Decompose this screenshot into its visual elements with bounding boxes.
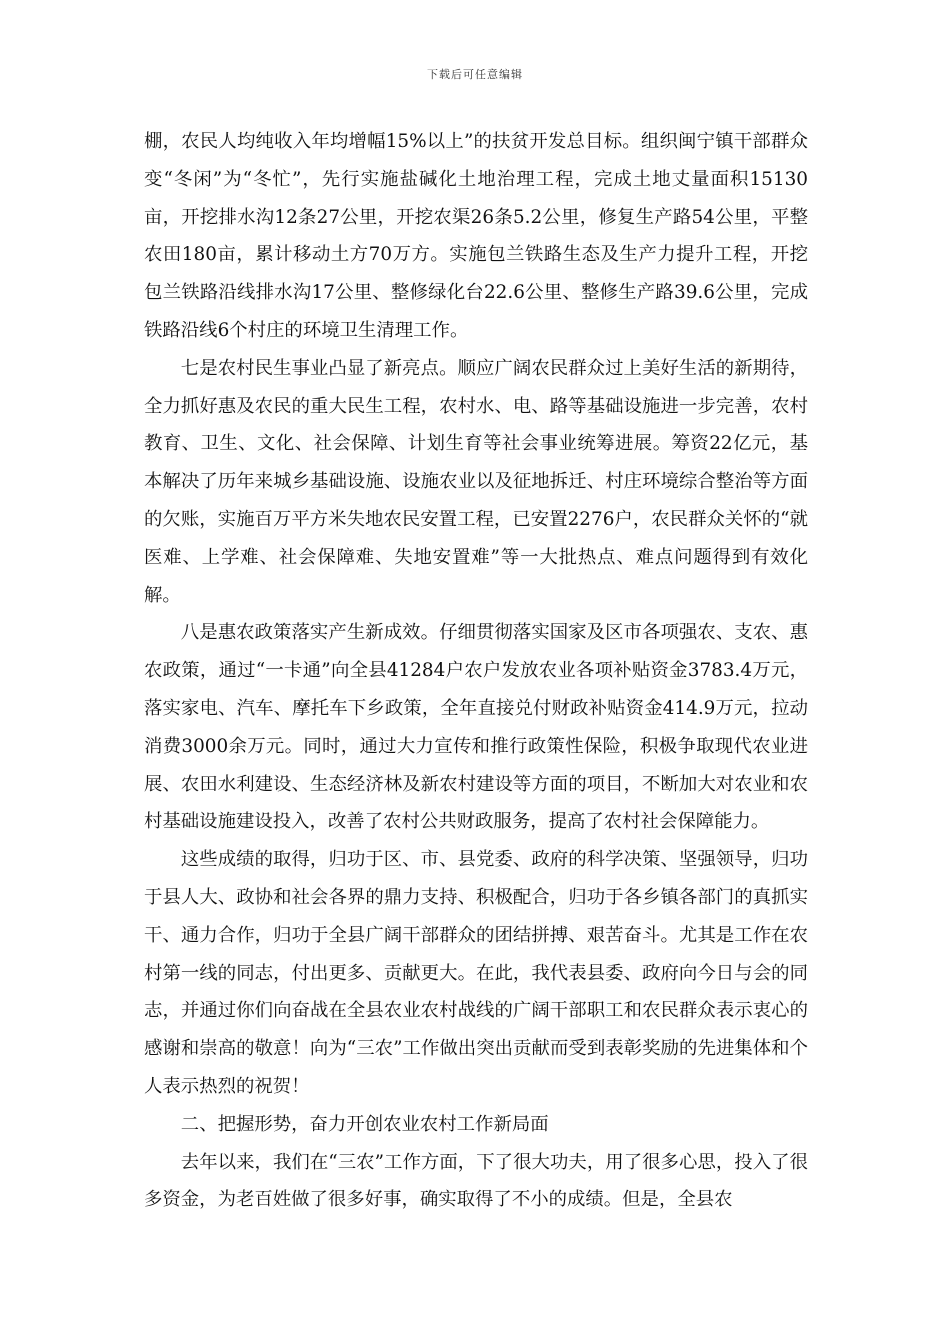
paragraph-policy: 八是惠农政策落实产生新成效。仔细贯彻落实国家及区市各项强农、支农、惠农政策，通过“一卡通”向全县41284户农户发放农业各项补贴资金3783.4万元，落实家电、汽车、摩托车下乡政策，全年直接兑付财政补贴资金414.9万元，拉动消费3000余万元。同时，通过大力宣传和推行政策性保险，积极争取现代农业进展、农田水利建设、生态经济林及新农村建设等方面的项目，不断加大对农业和农村基础设施建设投入，改善了农村公共财政服务，提高了农村社会保障能力。 — [144, 622, 808, 833]
document-body — [144, 123, 808, 1219]
paragraph-situation: 去年以来，我们在“三农”工作方面，下了很大功夫，用了很多心思，投入了很多资金，为老百姓做了很多好事，确实取得了不小的成绩。但是，全县农 — [144, 1151, 808, 1211]
section-heading: 二、把握形势，奋力开创农业农村工作新局面 — [180, 1113, 549, 1135]
page-header: 下载后可任意编辑 — [427, 68, 523, 81]
paragraph-acknowledgement: 这些成绩的取得，归功于区、市、县党委、政府的科学决策、坚强领导，归功于县人大、政协和社会各界的鼎力支持、积极配合，归功于各乡镇各部门的真抓实干、通力合作，归功于全县广阔干部群众的团结拼搏、艰苦奋斗。尤其是工作在农村第一线的同志，付出更多、贡献更大。在此，我代表县委、政府向今日与会的同志，并通过你们向奋战在全县农业农村战线的广阔干部职工和农民群众表示衷心的感谢和崇高的敬意！向为“三农”工作做出突出贡献而受到表彰奖励的先进集体和个人表示热烈的祝贺！ — [144, 849, 808, 1097]
paragraph-continuation: 棚，农民人均纯收入年均增幅15%以上”的扶贫开发总目标。组织闽宁镇干部群众变“冬闲”为“冬忙”，先行实施盐碱化土地治理工程，完成土地丈量面积15130亩，开挖排水沟12条27公里，开挖农渠26条5.2公里，修复生产路54公里，平整农田180亩，累计移动土方70万方。实施包兰铁路生态及生产力提升工程，开挖包兰铁路沿线排水沟17公里、整修绿化台22.6公里、整修生产路39.6公里，完成铁路沿线6个村庄的环境卫生清理工作。 — [144, 131, 808, 341]
paragraph-rural-livelihood: 七是农村民生事业凸显了新亮点。顺应广阔农民群众过上美好生活的新期待，全力抓好惠及农民的重大民生工程，农村水、电、路等基础设施进一步完善，农村教育、卫生、文化、社会保障、计划生育等社会事业统筹进展。筹资22亿元，基本解决了历年来城乡基础设施、设施农业以及征地拆迁、村庄环境综合整治等方面的欠账，实施百万平方米失地农民安置工程，已安置2276户，农民群众关怀的“就医难、上学难、社会保障难、失地安置难”等一大批热点、难点问题得到有效化解。 — [144, 357, 808, 606]
